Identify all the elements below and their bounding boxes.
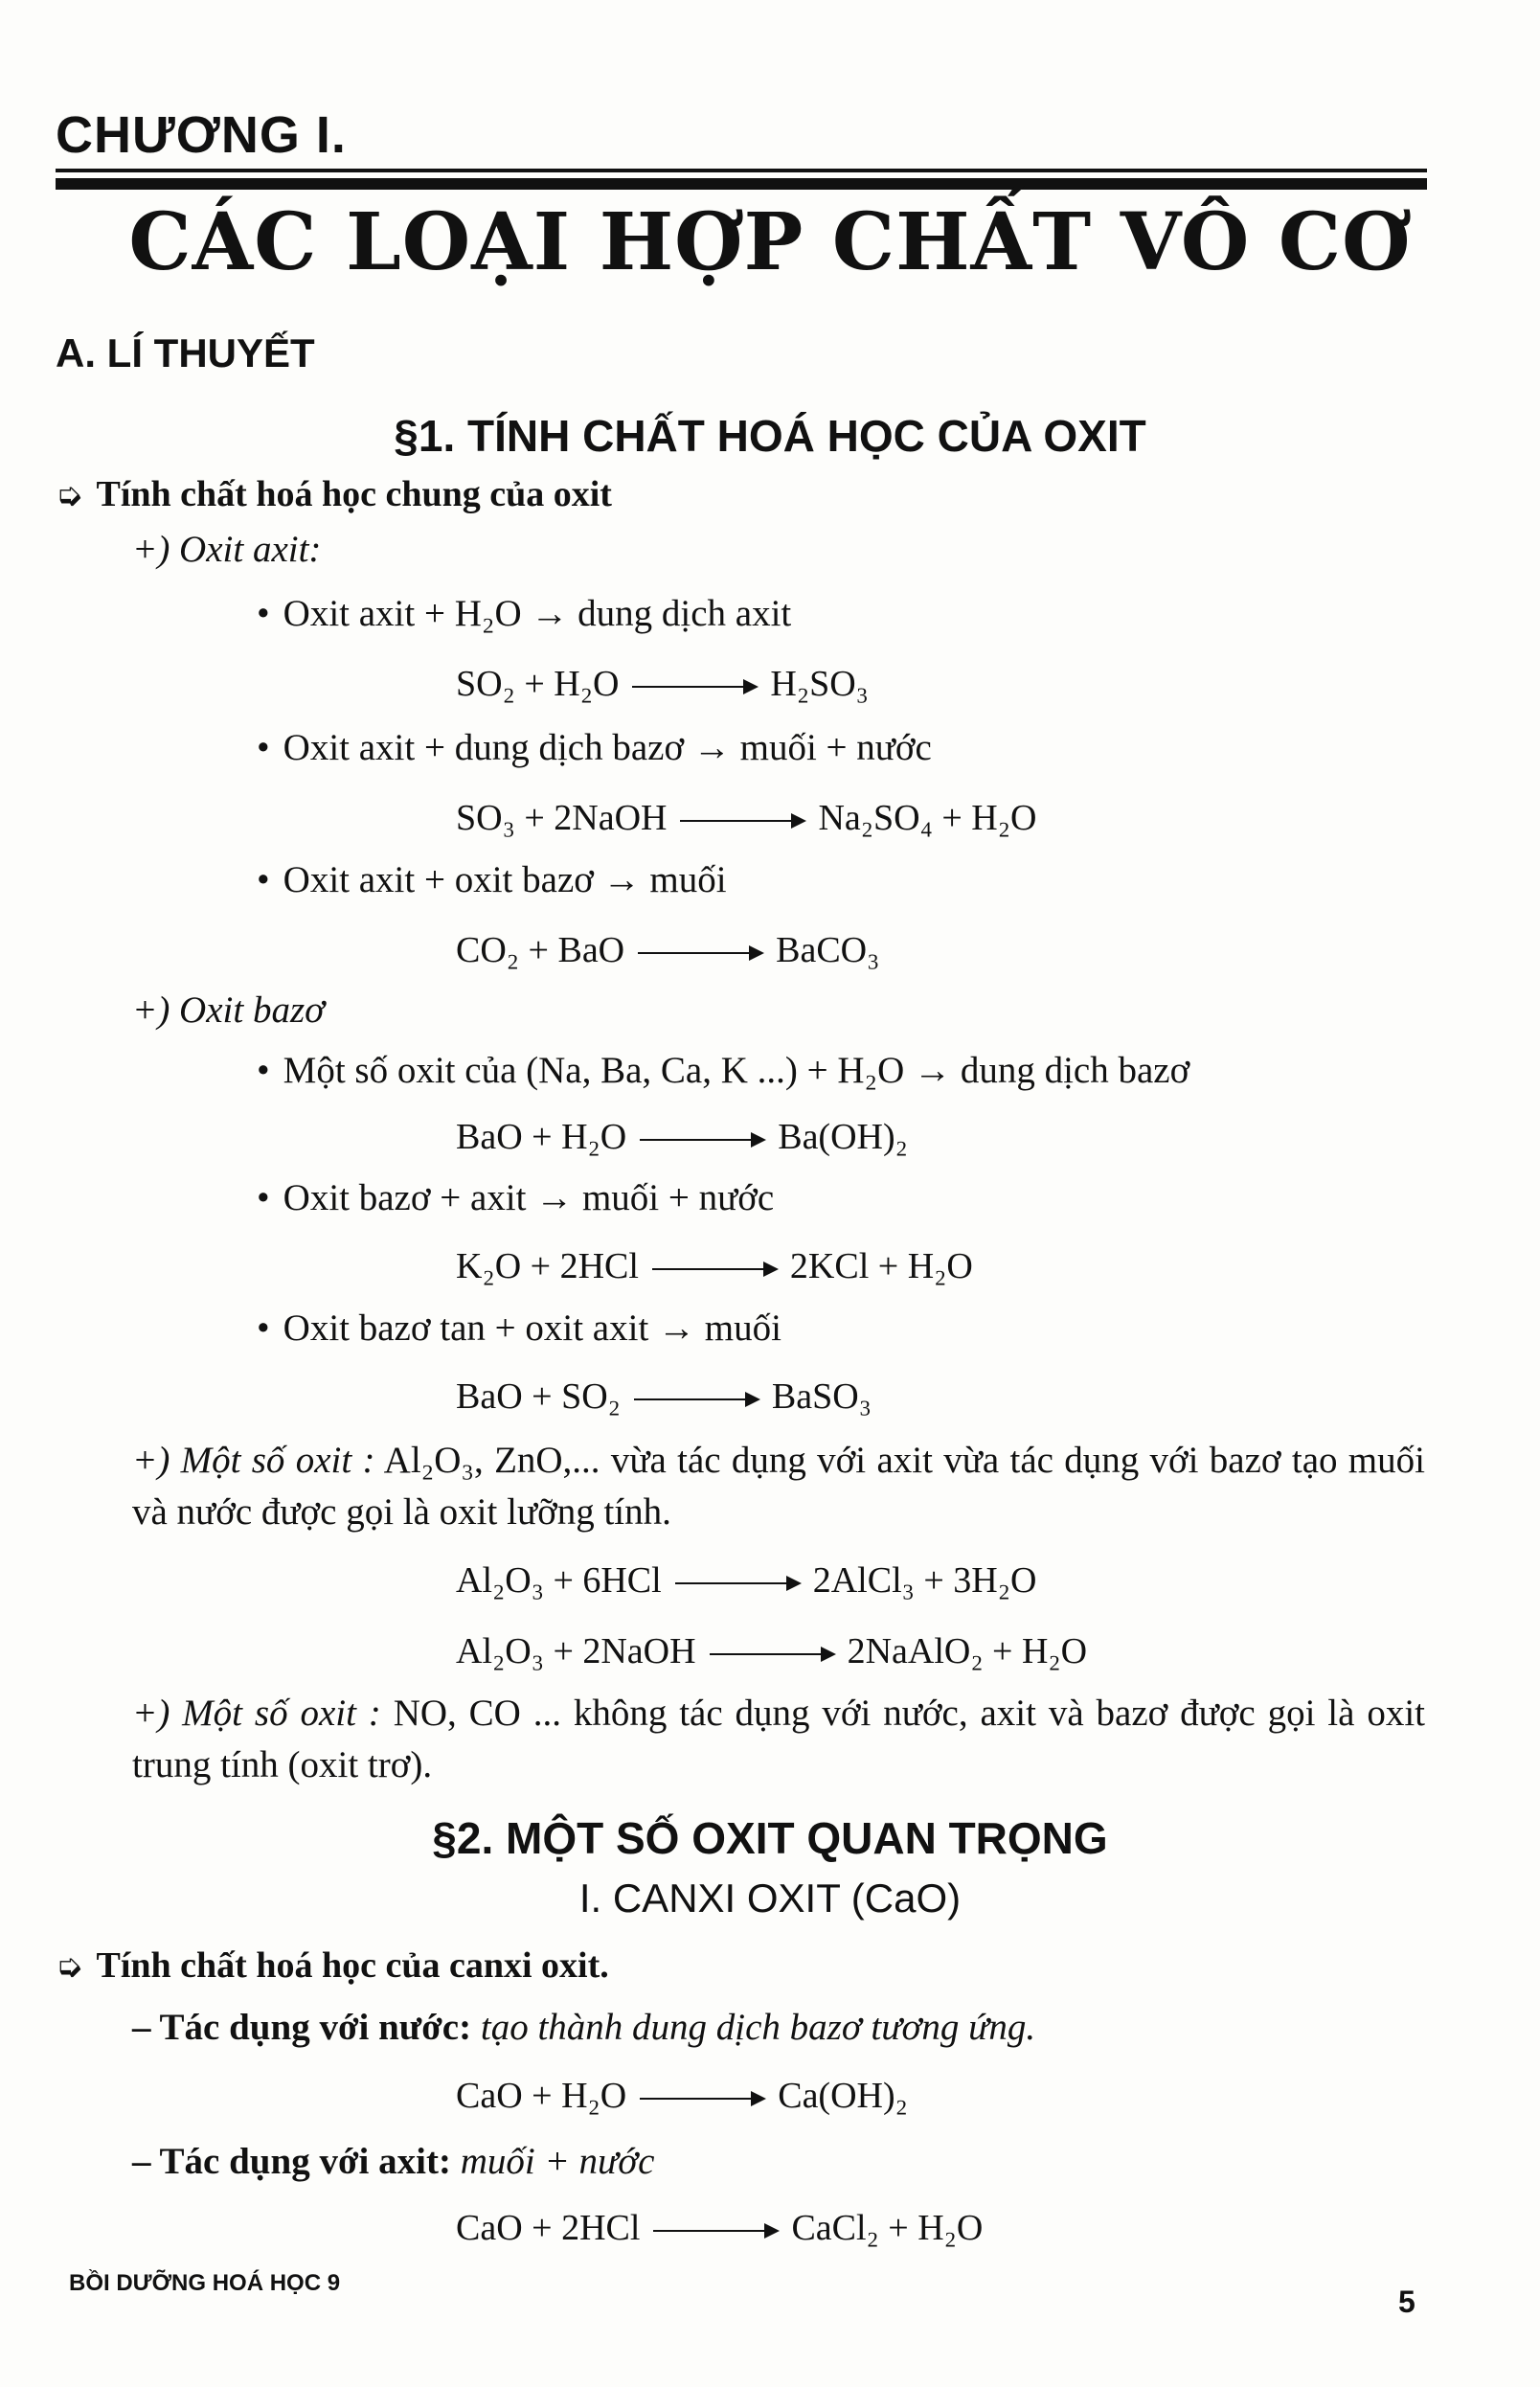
reaction-arrow-icon: [653, 2230, 778, 2232]
reaction-arrow-icon: [710, 1653, 834, 1655]
equation-7: Al₂O₃ + 6HCl 2AlCl₃ + 3H₂O: [456, 1560, 1037, 1601]
s2-heading: ➭ Tính chất hoá học của canxi oxit.: [56, 1945, 609, 1986]
acid-reaction-line: – Tác dụng với axit: muối + nước: [132, 2141, 655, 2182]
equation-8: Al₂O₃ + 2NaOH 2NaAlO₂ + H₂O: [456, 1631, 1088, 1671]
acid-oxide-label: +) Oxit axit:: [132, 529, 322, 570]
amphoteric-paragraph: +) Một số oxit : Al₂O₃, ZnO,... vừa tác dụng với axit vừa tác dụng với bazơ tạo muối và nước được gọi là oxit lưỡng tính.: [132, 1440, 1425, 1533]
reaction-arrow-icon: [638, 952, 762, 954]
section-a-heading: A. LÍ THUYẾT: [56, 330, 315, 375]
chapter-title: CÁC LOẠI HỢP CHẤT VÔ CƠ: [128, 196, 1412, 288]
page-number: 5: [1398, 2285, 1415, 2319]
section-1-title: §1. TÍNH CHẤT HOÁ HỌC CỦA OXIT: [394, 411, 1146, 461]
bullet-1: • Oxit axit + H₂O → dung dịch axit: [257, 592, 791, 635]
bullet-6: • Oxit bazơ tan + oxit axit → muối: [257, 1307, 781, 1350]
hand-arrow-icon: ➭: [56, 1947, 83, 1986]
equation-3: CO₂ + BaO BaCO₃: [456, 930, 880, 970]
equation-2: SO₃ + 2NaOH Na₂SO₄ + H₂O: [456, 798, 1037, 838]
base-oxide-label: +) Oxit bazơ: [132, 989, 325, 1031]
reaction-arrow-icon: [652, 1268, 777, 1270]
reaction-arrow-icon: [675, 1582, 800, 1584]
bullet-2: • Oxit axit + dung dịch bazơ → muối + nước: [257, 726, 932, 769]
s1-heading: ➭ Tính chất hoá học chung của oxit: [56, 474, 612, 514]
reaction-arrow-icon: [640, 2098, 764, 2100]
section-2-subtitle: I. CANXI OXIT (CaO): [578, 1876, 962, 1921]
divider-thin: [56, 169, 1427, 172]
reaction-arrow-icon: [634, 1398, 759, 1400]
equation-1: SO₂ + H₂O H₂SO₃: [456, 664, 869, 704]
neutral-paragraph: +) Một số oxit : NO, CO ... không tác dụng với nước, axit và bazơ được gọi là oxit trung tính (oxit trơ).: [132, 1693, 1426, 1785]
reaction-arrow-icon: [632, 686, 757, 688]
chapter-label: CHƯƠNG I.: [56, 106, 347, 164]
equation-5: K₂O + 2HCl 2KCl + H₂O: [456, 1246, 973, 1286]
reaction-arrow-icon: [680, 820, 804, 822]
bullet-5: • Oxit bazơ + axit → muối + nước: [257, 1176, 774, 1219]
equation-6: BaO + SO₂ BaSO₃: [456, 1376, 872, 1417]
section-2-title: §2. MỘT SỐ OXIT QUAN TRỌNG: [432, 1813, 1108, 1863]
hand-arrow-icon: ➭: [56, 476, 83, 514]
divider-thick: [56, 178, 1427, 190]
bullet-3: • Oxit axit + oxit bazơ → muối: [257, 858, 727, 901]
reaction-arrow-icon: [640, 1139, 764, 1141]
footer-book-title: BỒI DƯỠNG HOÁ HỌC 9: [69, 2270, 341, 2296]
bullet-4: • Một số oxit của (Na, Ba, Ca, K ...) + H₂O → dung dịch bazơ: [257, 1049, 1189, 1092]
equation-10: CaO + 2HCl CaCl₂ + H₂O: [456, 2208, 984, 2248]
equation-4: BaO + H₂O Ba(OH)₂: [456, 1117, 908, 1157]
water-reaction-line: – Tác dụng với nước: tạo thành dung dịch bazơ tương ứng.: [132, 2007, 1036, 2048]
equation-9: CaO + H₂O Ca(OH)₂: [456, 2076, 908, 2116]
